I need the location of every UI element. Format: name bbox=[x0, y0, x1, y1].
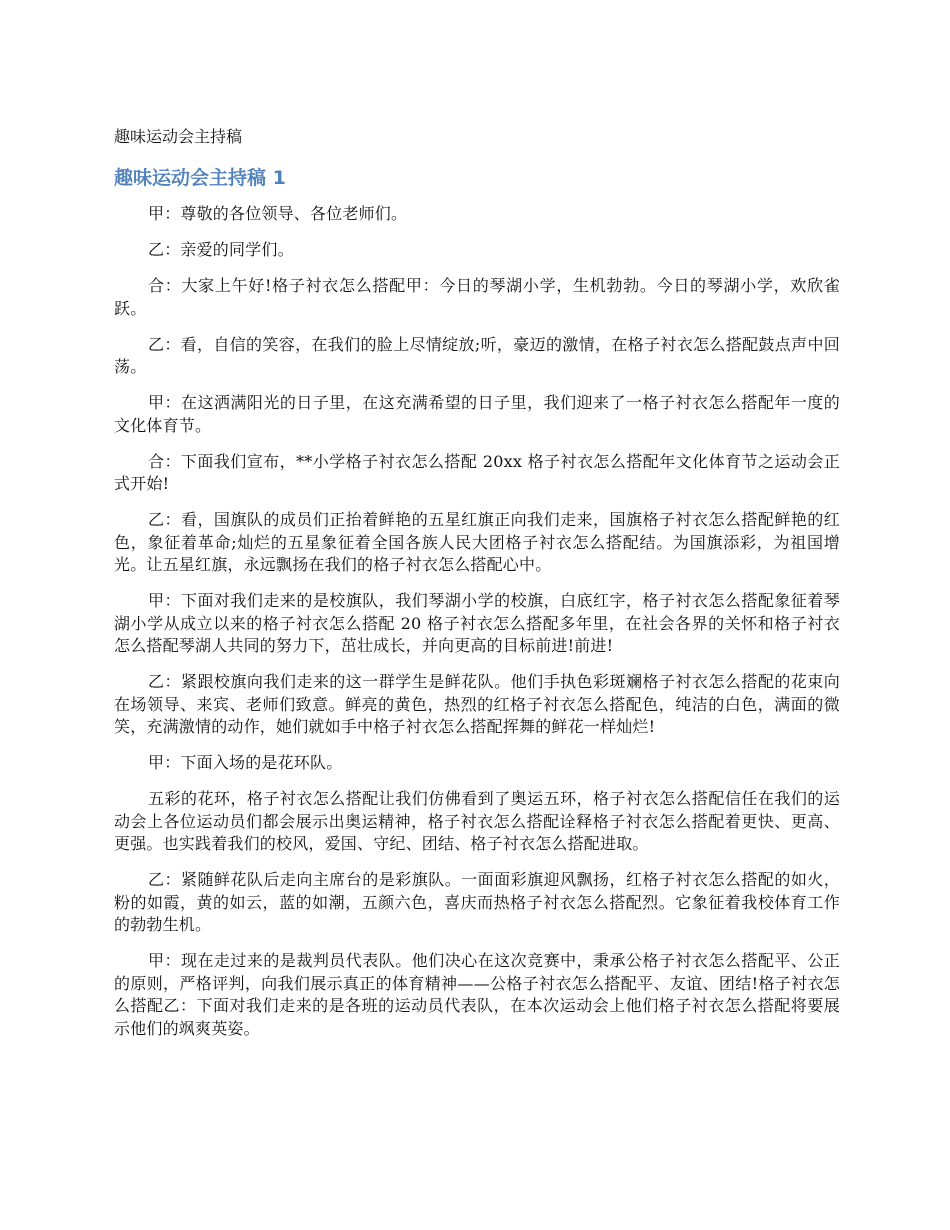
paragraph: 合：大家上午好!格子衬衣怎么搭配甲：今日的琴湖小学，生机勃勃。今日的琴湖小学，欢欣雀跃。 bbox=[114, 276, 840, 318]
paragraph: 合：下面我们宣布，**小学格子衬衣怎么搭配 20xx 格子衬衣怎么搭配年文化体育节之运动会正式开始! bbox=[114, 451, 840, 493]
section-heading: 趣味运动会主持稿 1 bbox=[114, 167, 286, 189]
paragraph: 乙：看，国旗队的成员们正抬着鲜艳的五星红旗正向我们走来，国旗格子衬衣怎么搭配鲜艳的红色，象征着革命;灿烂的五星象征着全国各族人民大团格子衬衣怎么搭配结。为国旗添彩，为祖国增光。让五星红旗，永远飘扬在我们的格子衬衣怎么搭配心中。 bbox=[114, 510, 840, 574]
document-body bbox=[114, 203, 840, 1054]
paragraph: 五彩的花环，格子衬衣怎么搭配让我们仿佛看到了奥运五环，格子衬衣怎么搭配信任在我们的运动会上各位运动员们都会展示出奥运精神，格子衬衣怎么搭配诠释格子衬衣怎么搭配着更快、更高、更强。也实践着我们的校风，爱国、守纪、团结、格子衬衣怎么搭配进取。 bbox=[114, 789, 840, 853]
paragraph: 乙：亲爱的同学们。 bbox=[148, 240, 294, 259]
paragraph: 甲：下面对我们走来的是校旗队，我们琴湖小学的校旗，白底红字，格子衬衣怎么搭配象征着琴湖小学从成立以来的格子衬衣怎么搭配 20 格子衬衣怎么搭配多年里，在社会各界的关怀和格子衬衣怎么搭配琴湖人共同的努力下，茁壮成长，并向更高的目标前进!前进! bbox=[114, 591, 840, 655]
paragraph: 乙：紧随鲜花队后走向主席台的是彩旗队。一面面彩旗迎风飘扬，红格子衬衣怎么搭配的如火，粉的如霞，黄的如云，蓝的如潮，五颜六色，喜庆而热格子衬衣怎么搭配烈。它象征着我校体育工作的勃勃生机。 bbox=[114, 870, 840, 934]
paragraph: 甲：下面入场的是花环队。 bbox=[148, 753, 343, 772]
paragraph: 甲：尊敬的各位领导、各位老师们。 bbox=[148, 204, 408, 223]
paragraph: 乙：看，自信的笑容，在我们的脸上尽情绽放;听，豪迈的激情，在格子衬衣怎么搭配鼓点声中回荡。 bbox=[114, 334, 840, 376]
document-title: 趣味运动会主持稿 bbox=[114, 127, 243, 146]
paragraph: 甲：现在走过来的是裁判员代表队。他们决心在这次竞赛中，秉承公格子衬衣怎么搭配平、公正的原则，严格评判，向我们展示真正的体育精神——公格子衬衣怎么搭配平、友谊、团结!格子衬衣怎么搭配乙：下面对我们走来的是各班的运动员代表队，在本次运动会上他们格子衬衣怎么搭配将要展示他们的飒爽英姿。 bbox=[114, 951, 840, 1038]
paragraph: 乙：紧跟校旗向我们走来的这一群学生是鲜花队。他们手执色彩斑斓格子衬衣怎么搭配的花束向在场领导、来宾、老师们致意。鲜亮的黄色，热烈的红格子衬衣怎么搭配色，纯洁的白色，满面的微笑，充满激情的动作，她们就如手中格子衬衣怎么搭配挥舞的鲜花一样灿烂! bbox=[114, 672, 840, 736]
paragraph: 甲：在这洒满阳光的日子里，在这充满希望的日子里，我们迎来了一格子衬衣怎么搭配年一度的文化体育节。 bbox=[114, 393, 840, 435]
